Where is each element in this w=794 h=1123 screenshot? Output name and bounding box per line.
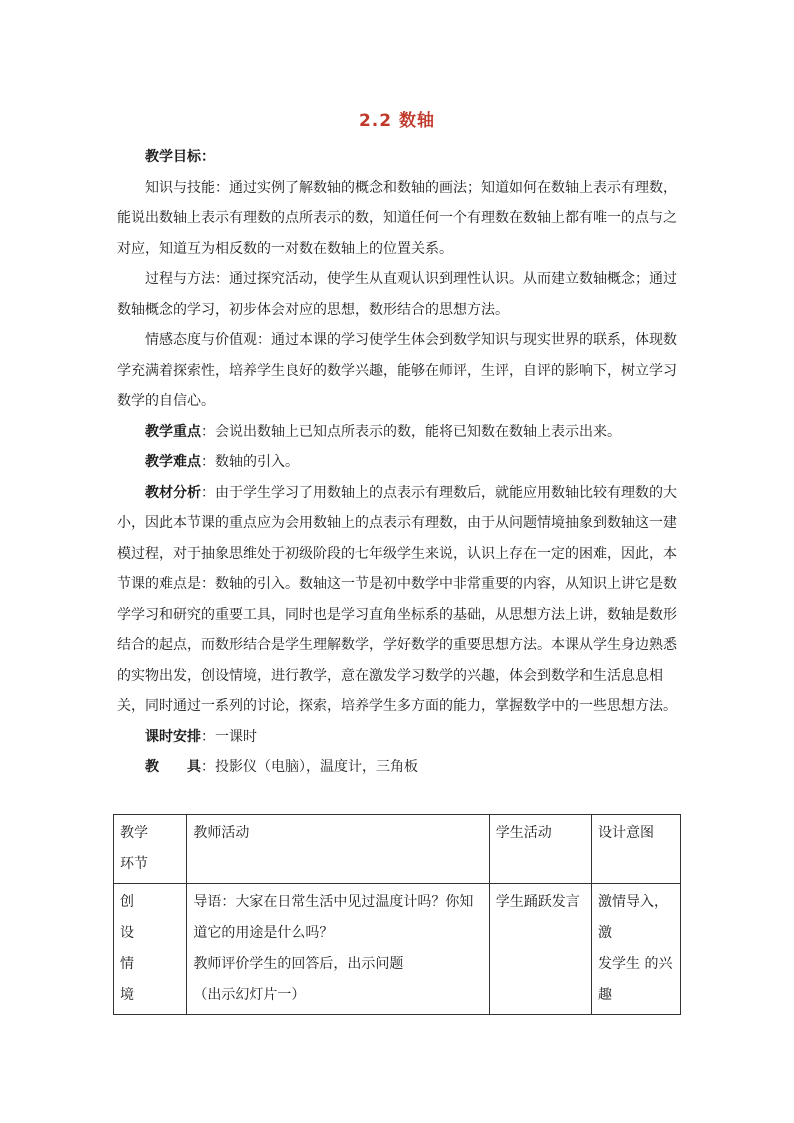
stage-char: 创 — [120, 894, 134, 910]
stage-char: 情 — [120, 956, 134, 972]
tools-text: ：投影仪（电脑），温度计，三角板 — [201, 759, 418, 775]
teacher-line: 教师评价学生的回答后，出示问题 — [193, 956, 404, 972]
header-stage-line: 教学 — [120, 825, 148, 841]
intent-line: 激情导入，激 — [598, 894, 669, 941]
header-teacher: 教师活动 — [187, 815, 489, 884]
stage-char: 设 — [120, 925, 134, 941]
intent-line: 趣 — [598, 987, 613, 1003]
row-stage — [114, 884, 187, 1015]
hours-text: ：一课时 — [201, 728, 257, 745]
analysis-text: ：由于学生学习了用数轴上的点表示有理数后，就能应用数轴比较有理数的大小，因此本节课的重点应为会用数轴上的点表示有理数，由于从问题情境抽象到数轴这一建模过程，对于抽象思维处于初级阶段的七年级学生来说，认识上存在一定的困难，因此，本节课的难点是：数轴的引入。数轴这一节是初中数学中非常重要的内容，从知识上讲它是数学学习和研究的重要工具，同时也是学习直角坐标系的基础，从思想方法上讲，数轴是数形结合的起点，而数形结合是学生理解数学，学好数学的重要思想方法。本课从学生身边熟悉的实物出发，创设情境，进行教学，意在激发学习数学的兴趣，体会到数学和生活息息相关，同时通过一系列的讨论，探索，培养学生多方面的能力，掌握数学中的一些思想方法。 — [117, 484, 677, 714]
tools-label-first: 教 — [145, 759, 159, 775]
table-row — [114, 884, 681, 1015]
key-point-label: 教学重点 — [145, 423, 201, 440]
emotion-paragraph: 情感态度与价值观：通过本课的学习使学生体会到数学知识与现实世界的联系，体现数学充满着探索性，培养学生良好的数学兴趣，能够在师评，生评，自评的影响下，树立学习数学的自信心。 — [117, 332, 677, 409]
header-stage — [114, 815, 187, 884]
analysis-paragraph — [117, 478, 682, 722]
knowledge-paragraph: 知识与技能：通过实例了解数轴的概念和数轴的画法；知道如何在数轴上表示有理数，能说出数轴上表示有理数的点所表示的数，知道任何一个有理数在数轴上都有唯一的点与之对应，知道互为相反数的一对数在数轴上的位置关系。 — [117, 179, 677, 257]
difficulty-label: 教学难点 — [145, 454, 201, 470]
hours-paragraph — [117, 722, 682, 753]
hours-label: 课时安排 — [145, 728, 201, 745]
tools-paragraph — [117, 752, 682, 783]
teacher-line: 道它的用途是什么吗？ — [193, 925, 334, 941]
row-teacher-activity — [187, 884, 489, 1015]
header-student: 学生活动 — [489, 815, 591, 884]
teacher-line: 导语：大家在日常生活中见过温度计吗？你知 — [193, 894, 474, 910]
teacher-line: （出示幻灯片一） — [193, 987, 306, 1003]
key-point-paragraph — [117, 417, 682, 448]
row-student-activity: 学生踊跃发言 — [489, 884, 591, 1015]
difficulty-paragraph — [117, 447, 682, 478]
table-header-row — [114, 815, 681, 884]
intent-line: 发学生 的兴 — [598, 956, 673, 972]
difficulty-text: ：数轴的引入。 — [201, 454, 299, 470]
header-intent: 设计意图 — [592, 815, 681, 884]
analysis-label: 教材分析 — [145, 484, 201, 501]
objectives-heading: 教学目标： — [145, 149, 215, 165]
lesson-plan-body — [117, 142, 682, 783]
stage-char: 境 — [120, 987, 134, 1003]
key-point-text: ：会说出数轴上已知点所表示的数，能将已知数在数轴上表示出来。 — [201, 423, 621, 440]
lesson-activity-table — [113, 814, 681, 1015]
page-title: 2.2 数轴 — [358, 111, 436, 131]
tools-label-second: 具 — [187, 759, 201, 775]
header-stage-line: 环节 — [120, 856, 148, 872]
row-design-intent — [592, 884, 681, 1015]
process-paragraph: 过程与方法：通过探究活动，使学生从直观认识到理性认识。从而建立数轴概念；通过数轴概念的学习，初步体会对应的思想，数形结合的思想方法。 — [117, 271, 677, 318]
